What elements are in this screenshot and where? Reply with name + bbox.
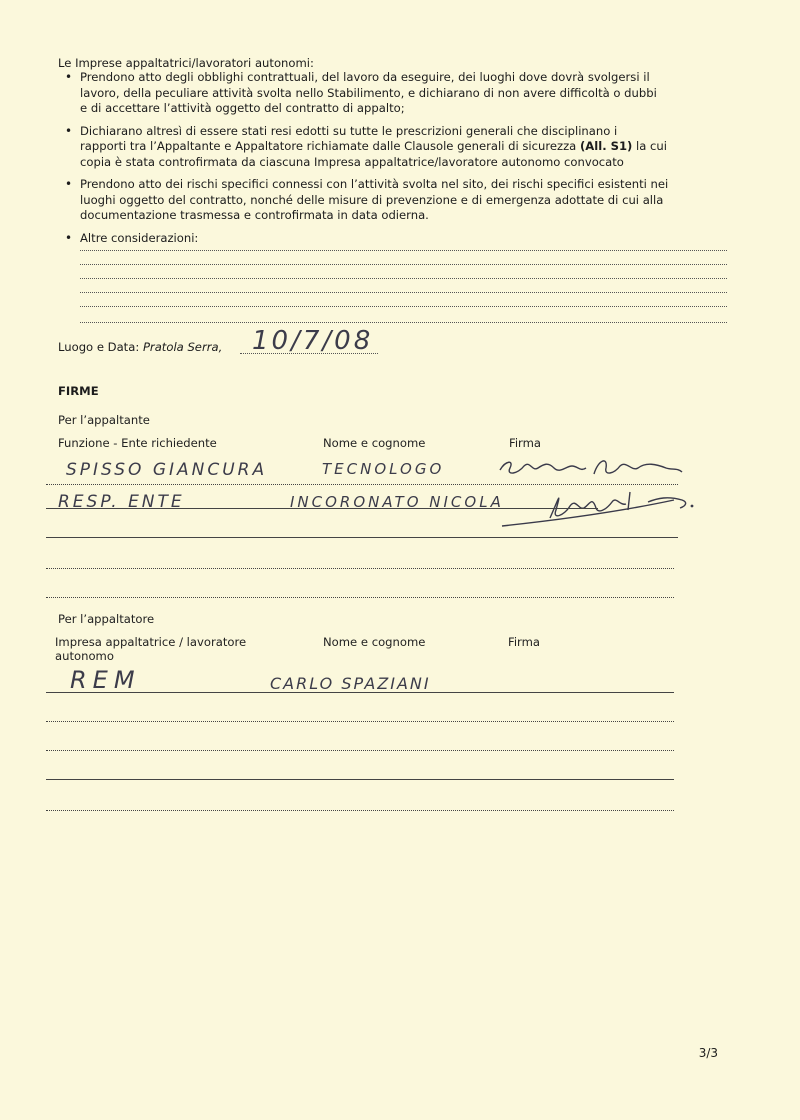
signature-line: [46, 508, 598, 509]
column-header: Impresa appaltatrice / lavoratore: [55, 635, 247, 649]
signature-line: [46, 721, 674, 722]
dotted-line: [80, 264, 727, 265]
column-header: Funzione - Ente richiedente: [58, 436, 217, 450]
list-item: • Prendono atto dei rischi specifici connessi con l’attività svolta nel sito, dei rischi specifici esistenti nei luoghi oggetto del contratto, nonché delle misure di prevenzione e di emergenza adottate di cui alla documentazione trasmessa e controfirmata in data odierna.: [64, 177, 740, 224]
handwritten-nome: TECNOLOGO: [322, 460, 445, 478]
column-header: Firma: [509, 436, 542, 450]
column-header: Nome e cognome: [323, 436, 426, 450]
column-header: autonomo: [55, 649, 114, 663]
handwritten-funzione: SPISSO GIANCURA: [66, 460, 268, 480]
intro-text: Le Imprese appaltatrici/lavoratori autonomi:: [58, 56, 314, 70]
declaration-list: [64, 70, 740, 246]
signature-line: [46, 750, 674, 751]
signature-line: [46, 692, 674, 693]
signature-line: [46, 779, 674, 780]
column-header: Nome e cognome: [323, 635, 426, 649]
luogo-data: Luogo e Data: Pratola Serra,: [58, 340, 223, 354]
handwritten-date: 10/7/08: [252, 326, 374, 356]
handwritten-nome: CARLO SPAZIANI: [270, 674, 431, 693]
list-item: • Altre considerazioni:: [64, 231, 740, 247]
allegato-ref: (All. S1): [579, 139, 633, 153]
dotted-line: [80, 250, 727, 251]
dotted-line: [80, 278, 727, 279]
handwritten-nome: INCORONATO NICOLA: [290, 493, 504, 511]
signature-line: [46, 810, 674, 811]
appaltante-heading: Per l’appaltante: [58, 413, 150, 427]
column-header: Firma: [508, 635, 541, 649]
dotted-line: [80, 306, 727, 307]
section-title: FIRME: [58, 384, 99, 398]
list-item: • Dichiarano altresì di essere stati resi edotti su tutte le prescrizioni generali che disciplinano i rapporti tra l’Appaltante e Appaltatore richiamate dalle Clausole generali di sicurezza (All. S1) la cui copia è stata controfirmata da ciascuna Impresa appaltatrice/lavoratore autonomo convocato: [64, 124, 740, 171]
appaltatore-heading: Per l’appaltatore: [58, 612, 155, 626]
dotted-line: [80, 292, 727, 293]
handwritten-funzione: RESP. ENTE: [58, 492, 185, 512]
page-number: 3/3: [698, 1046, 718, 1060]
signature-line: [46, 597, 674, 598]
signature: [498, 480, 698, 530]
signature-line: [46, 537, 678, 538]
dotted-line: [80, 322, 727, 323]
signature-line: [46, 568, 674, 569]
handwritten-impresa: REM: [70, 666, 141, 694]
list-item: • Prendono atto degli obblighi contrattuali, del lavoro da eseguire, dei luoghi dove dovrà svolgersi il lavoro, della peculiare attività svolta nello Stabilimento, e dichiarano di non avere difficoltà o dubbi e di accettare l’attività oggetto del contratto di appalto;: [64, 70, 740, 117]
